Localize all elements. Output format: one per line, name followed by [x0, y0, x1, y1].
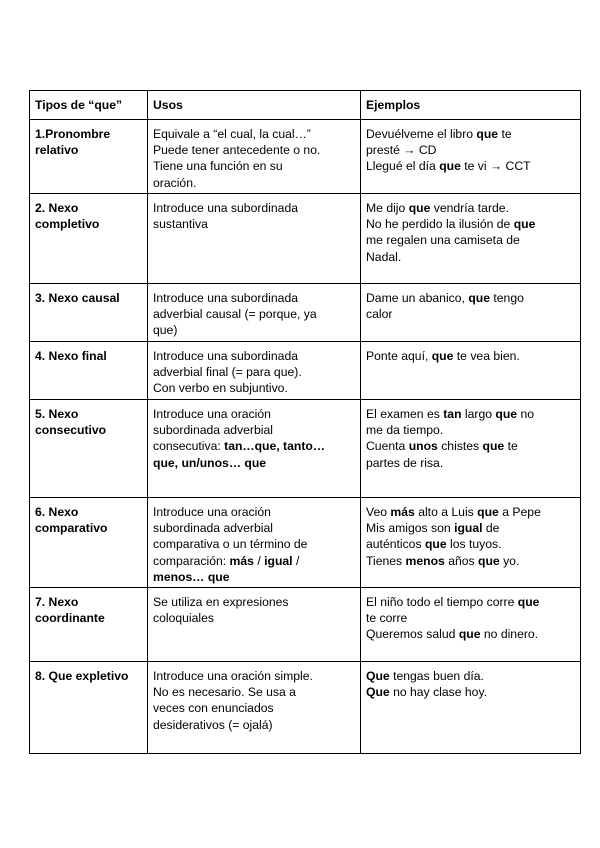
- text-segment: subordinada adverbial: [153, 423, 273, 438]
- text-segment: Veo: [366, 505, 391, 519]
- bold-text: que: [513, 217, 536, 232]
- text-segment: desiderativos (= ojalá): [153, 717, 273, 732]
- table-row: [30, 662, 581, 754]
- text-segment: 3. Nexo causal: [35, 291, 120, 305]
- text-segment: auténticos: [366, 537, 425, 552]
- bold-text: que: [468, 291, 490, 305]
- usos-line: [153, 322, 355, 338]
- ejemplos-line: [366, 249, 575, 265]
- text-segment: sustantiva: [153, 217, 208, 232]
- usos-line: [153, 569, 355, 585]
- text-segment: /: [253, 553, 265, 568]
- text-segment: Dame un abanico,: [366, 291, 469, 305]
- text-segment: chistes: [437, 439, 483, 454]
- bold-text: que: [431, 349, 454, 363]
- text-segment: coordinante: [35, 611, 105, 626]
- text-segment: de: [482, 521, 500, 536]
- usos-cell: [148, 400, 361, 498]
- tipo-cell: [30, 194, 148, 284]
- usos-line: [153, 216, 355, 232]
- ejemplos-line: [366, 520, 575, 536]
- text-segment: te vea bien.: [453, 349, 520, 363]
- text-segment: no hay clase hoy.: [389, 685, 488, 700]
- text-segment: coloquiales: [153, 611, 214, 626]
- text-segment: largo: [461, 407, 496, 421]
- usos-line: [153, 158, 355, 174]
- bold-text: que: [495, 407, 518, 421]
- tipo-cell: [30, 342, 148, 400]
- bold-text: igual: [454, 521, 483, 536]
- text-segment: Introduce una subordinada: [153, 349, 299, 363]
- bold-text: Que: [366, 685, 390, 700]
- table-row: [30, 588, 581, 662]
- text-segment: Mis amigos son: [366, 521, 455, 536]
- usos-line: [153, 175, 355, 191]
- table-row: [30, 284, 581, 342]
- tipo-cell: [30, 120, 148, 194]
- text-segment: Devuélveme el libro: [366, 127, 477, 141]
- ejemplos-cell: [361, 662, 581, 754]
- text-segment: veces con enunciados: [153, 701, 274, 716]
- text-segment: Tienes: [366, 553, 406, 568]
- table-row: [30, 120, 581, 194]
- usos-line: [153, 290, 355, 306]
- que-types-table: [29, 90, 581, 754]
- tipo-line: [35, 290, 142, 306]
- usos-line: [153, 126, 355, 142]
- usos-line: [153, 536, 355, 552]
- text-segment: Ponte aquí,: [366, 349, 432, 363]
- ejemplos-line: [366, 684, 575, 700]
- text-segment: 2. Nexo: [35, 201, 79, 215]
- text-segment: te corre: [366, 611, 408, 626]
- text-segment: adverbial causal (= porque, ya: [153, 307, 317, 322]
- tipo-cell: [30, 400, 148, 498]
- tipo-cell: [30, 498, 148, 588]
- usos-line: [153, 142, 355, 158]
- tipo-line: [35, 348, 142, 364]
- text-segment: calor: [366, 307, 393, 322]
- usos-line: [153, 364, 355, 380]
- bold-text: que: [424, 537, 447, 552]
- usos-line: [153, 306, 355, 322]
- text-segment: 4. Nexo final: [35, 349, 107, 363]
- header-row: [30, 91, 581, 120]
- table-row: [30, 400, 581, 498]
- text-segment: 7. Nexo: [35, 595, 79, 609]
- ejemplos-line: [366, 348, 575, 364]
- ejemplos-line: [366, 626, 575, 642]
- usos-line: [153, 668, 355, 684]
- text-segment: a Pepe: [498, 505, 541, 519]
- usos-line: [153, 406, 355, 422]
- text-segment: Introduce una oración: [153, 505, 271, 519]
- bold-text: que: [439, 159, 461, 174]
- text-segment: los tuyos.: [446, 537, 502, 552]
- text-segment: alto a Luis: [414, 505, 478, 519]
- tipo-cell: [30, 284, 148, 342]
- text-segment: Me dijo: [366, 201, 409, 215]
- tipo-line: [35, 422, 142, 438]
- tipo-cell: [30, 588, 148, 662]
- text-segment: adverbial final (= para que).: [153, 365, 302, 380]
- text-segment: /: [292, 553, 300, 568]
- bold-text: Que: [366, 669, 390, 683]
- text-segment: tengo: [489, 291, 524, 305]
- tipo-line: [35, 668, 142, 684]
- usos-cell: [148, 284, 361, 342]
- text-segment: partes de risa.: [366, 455, 444, 470]
- usos-line: [153, 200, 355, 216]
- bold-text: que: [476, 127, 499, 141]
- text-segment: vendría tarde.: [430, 201, 509, 215]
- ejemplos-line: [366, 504, 575, 520]
- usos-line: [153, 455, 355, 471]
- text-segment: años: [444, 553, 479, 568]
- ejemplos-line: [366, 594, 575, 610]
- ejemplos-line: [366, 232, 575, 248]
- bold-text: más: [390, 505, 415, 519]
- table-row: [30, 498, 581, 588]
- ejemplos-line: [366, 455, 575, 471]
- header-ejemplos: Ejemplos: [361, 91, 581, 120]
- text-segment: te: [504, 439, 518, 454]
- text-segment: subordinada adverbial: [153, 521, 273, 536]
- bold-text: que, un/unos… que: [153, 455, 267, 470]
- text-segment: Introduce una oración: [153, 407, 271, 421]
- text-segment: no dinero.: [480, 627, 539, 642]
- text-segment: 6. Nexo: [35, 505, 79, 519]
- bold-text: que: [477, 505, 499, 519]
- usos-line: [153, 553, 355, 569]
- usos-line: [153, 520, 355, 536]
- text-segment: te vi → CCT: [460, 159, 531, 174]
- bold-text: que: [458, 627, 481, 642]
- tipo-line: [35, 594, 142, 610]
- text-segment: 1.Pronombre: [35, 127, 111, 141]
- usos-line: [153, 594, 355, 610]
- text-segment: no: [517, 407, 535, 421]
- tipo-cell: [30, 662, 148, 754]
- text-segment: comparativa o un término de: [153, 537, 308, 552]
- text-segment: 8. Que expletivo: [35, 669, 129, 683]
- text-segment: No he perdido la ilusión de: [366, 217, 514, 232]
- text-segment: Queremos salud: [366, 627, 459, 642]
- text-segment: Puede tener antecedente o no.: [153, 143, 321, 158]
- bold-text: que: [482, 439, 505, 454]
- ejemplos-cell: [361, 342, 581, 400]
- text-segment: relativo: [35, 143, 79, 158]
- text-segment: que): [153, 323, 178, 338]
- text-segment: Introduce una subordinada: [153, 201, 299, 215]
- ejemplos-line: [366, 536, 575, 552]
- text-segment: yo.: [499, 553, 520, 568]
- text-segment: me da tiempo.: [366, 423, 444, 438]
- text-segment: Cuenta: [366, 439, 409, 454]
- tipo-line: [35, 126, 142, 142]
- ejemplos-cell: [361, 120, 581, 194]
- usos-line: [153, 717, 355, 733]
- header-tipos: Tipos de “que”: [30, 91, 148, 120]
- text-segment: presté → CD: [366, 143, 437, 158]
- ejemplos-cell: [361, 588, 581, 662]
- ejemplos-line: [366, 200, 575, 216]
- usos-line: [153, 438, 355, 454]
- text-segment: El niño todo el tiempo corre: [366, 595, 518, 609]
- text-segment: completivo: [35, 217, 100, 232]
- bold-text: que: [478, 553, 500, 568]
- table-row: [30, 342, 581, 400]
- bold-text: unos: [408, 439, 438, 454]
- ejemplos-line: [366, 216, 575, 232]
- text-segment: Se utiliza en expresiones: [153, 595, 289, 609]
- usos-line: [153, 700, 355, 716]
- text-segment: tengas buen día.: [389, 669, 484, 683]
- tipo-line: [35, 142, 142, 158]
- ejemplos-line: [366, 306, 575, 322]
- text-segment: El examen es: [366, 407, 444, 421]
- text-segment: oración.: [153, 175, 197, 190]
- ejemplos-line: [366, 142, 575, 158]
- tipo-line: [35, 406, 142, 422]
- usos-line: [153, 348, 355, 364]
- tipo-line: [35, 504, 142, 520]
- bold-text: menos: [405, 553, 445, 568]
- bold-text: que: [517, 595, 540, 609]
- bold-text: más: [229, 553, 254, 568]
- ejemplos-line: [366, 126, 575, 142]
- text-segment: Con verbo en subjuntivo.: [153, 381, 288, 396]
- ejemplos-cell: [361, 400, 581, 498]
- bold-text: que: [408, 201, 431, 215]
- usos-line: [153, 504, 355, 520]
- text-segment: Nadal.: [366, 249, 402, 264]
- text-segment: comparación:: [153, 553, 230, 568]
- ejemplos-line: [366, 610, 575, 626]
- text-segment: te: [498, 127, 512, 141]
- ejemplos-line: [366, 422, 575, 438]
- bold-text: menos… que: [153, 569, 230, 584]
- usos-line: [153, 610, 355, 626]
- tipo-line: [35, 520, 142, 536]
- ejemplos-line: [366, 406, 575, 422]
- header-usos: Usos: [148, 91, 361, 120]
- usos-line: [153, 380, 355, 396]
- usos-cell: [148, 662, 361, 754]
- ejemplos-cell: [361, 284, 581, 342]
- text-segment: Tiene una función en su: [153, 159, 283, 174]
- tipo-line: [35, 610, 142, 626]
- text-segment: 5. Nexo: [35, 407, 79, 421]
- table-row: [30, 194, 581, 284]
- text-segment: Introduce una oración simple.: [153, 669, 313, 683]
- bold-text: igual: [264, 553, 293, 568]
- usos-line: [153, 684, 355, 700]
- ejemplos-line: [366, 553, 575, 569]
- text-segment: me regalen una camiseta de: [366, 233, 520, 248]
- bold-text: tan…que, tanto…: [224, 439, 326, 454]
- usos-cell: [148, 342, 361, 400]
- text-segment: Introduce una subordinada: [153, 291, 299, 305]
- usos-cell: [148, 194, 361, 284]
- text-segment: consecutiva:: [153, 439, 225, 454]
- text-segment: Equivale a “el cual, la cual…”: [153, 127, 311, 141]
- usos-line: [153, 422, 355, 438]
- ejemplos-line: [366, 668, 575, 684]
- ejemplos-cell: [361, 194, 581, 284]
- bold-text: tan: [443, 407, 462, 421]
- ejemplos-line: [366, 438, 575, 454]
- text-segment: No es necesario. Se usa a: [153, 685, 296, 700]
- usos-cell: [148, 120, 361, 194]
- ejemplos-cell: [361, 498, 581, 588]
- tipo-line: [35, 216, 142, 232]
- text-segment: Llegué el día: [366, 159, 440, 174]
- tipo-line: [35, 200, 142, 216]
- usos-cell: [148, 498, 361, 588]
- ejemplos-line: [366, 290, 575, 306]
- text-segment: consecutivo: [35, 423, 107, 438]
- usos-cell: [148, 588, 361, 662]
- text-segment: comparativo: [35, 521, 108, 536]
- ejemplos-line: [366, 158, 575, 174]
